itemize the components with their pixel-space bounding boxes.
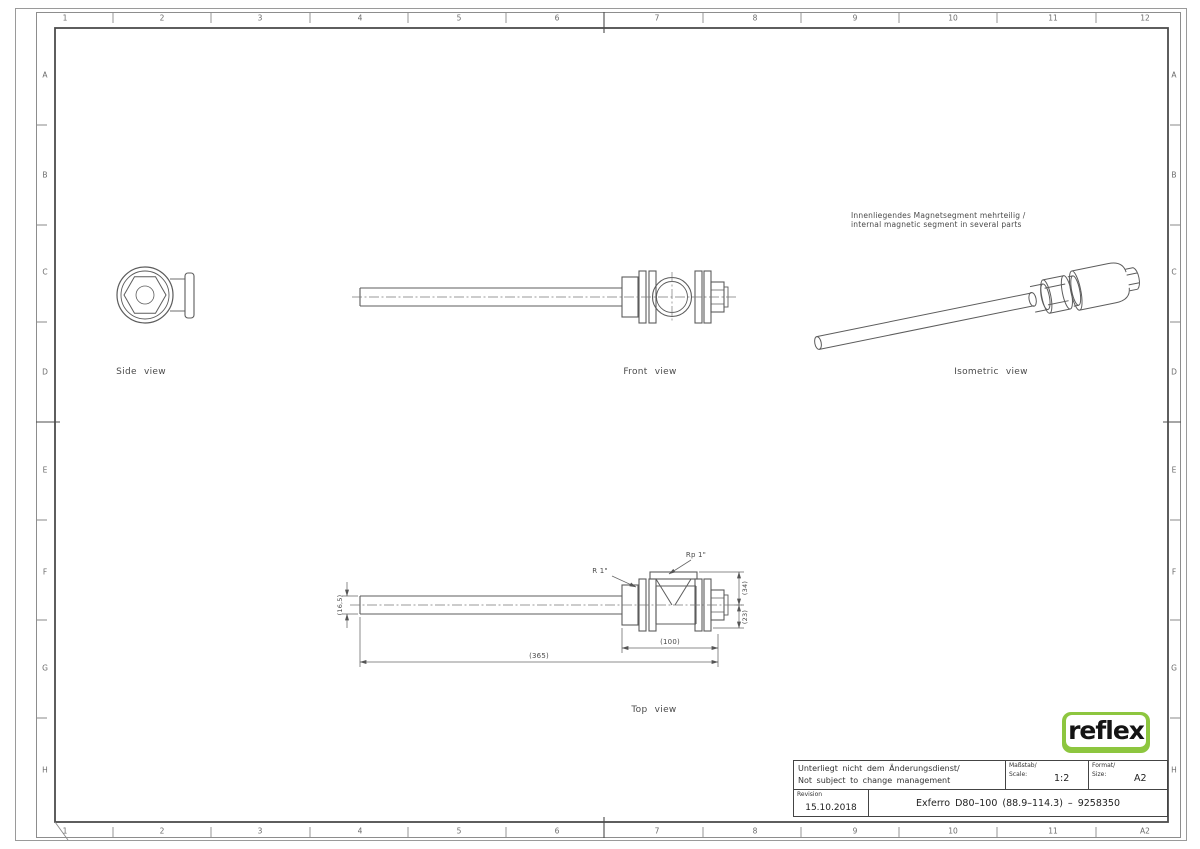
dimension-tube-diameter: (16,5) [336,594,344,616]
ruler-row-label: H [1171,765,1177,775]
view-label-front: Front view [623,367,677,377]
note-line-en: Not subject to change management [798,775,951,785]
annotation-line-de: Innenliegendes Magnetsegment mehrteilig / [851,211,1026,220]
ruler-col-label: 7 [654,826,660,836]
top-view-drawing [360,572,728,631]
reflex-logo-text: reflex [1068,715,1144,745]
ruler-col-label: 10 [948,13,958,23]
ruler-row-label: B [1171,170,1177,180]
ruler-col-label: 6 [554,826,560,836]
title-block-row-2 [794,790,1167,816]
ruler-col-label: 1 [62,826,68,836]
ruler-row-label: G [42,663,48,673]
ruler-format-label: A2 [1140,826,1150,836]
ruler-col-label: 5 [456,13,462,23]
ruler-col-label: 4 [357,826,363,836]
dimension-thread-left: R 1" [592,567,608,575]
scale-cell [1006,761,1089,789]
format-cell [1089,761,1167,789]
ruler-col-label: 9 [852,826,858,836]
view-label-isometric: Isometric view [954,367,1028,377]
view-label-top: Top view [631,705,677,715]
ruler-row-label: F [1171,567,1177,577]
sheet-frame [16,9,1187,841]
ruler-row-label: E [42,465,48,475]
ruler-col-label: 2 [159,13,165,23]
ruler-col-label: 12 [1140,13,1150,23]
ruler-col-label: 11 [1048,826,1058,836]
title-block [793,760,1168,817]
title-block-row-1 [794,761,1167,790]
revision-label: Revision [797,791,823,798]
ruler-row-label: F [42,567,48,577]
scale-label-en: Scale: [1009,770,1028,778]
format-value: A2 [1134,773,1147,784]
revision-date: 15.10.2018 [805,803,857,813]
scale-value: 1:2 [1054,773,1070,784]
format-label-de: Format/ [1092,762,1116,769]
ruler-row-label: G [1171,663,1177,673]
view-label-side: Side view [116,367,166,377]
ruler-row-label: D [42,367,48,377]
dimension-height-below: (23) [741,609,749,625]
ruler-row-label: A [42,70,48,80]
dimension-height-above: (34) [741,580,749,596]
annotation-line-en: internal magnetic segment in several parts [851,220,1022,229]
dimension-thread-top: Rp 1" [685,551,707,559]
dimension-overall-length: (365) [529,652,549,660]
ruler-col-label: 8 [752,13,758,23]
ruler-row-label: H [42,765,48,775]
ruler-col-label: 3 [257,826,263,836]
isometric-view-drawing [811,258,1143,363]
reflex-logo [1062,712,1150,753]
change-management-note [794,761,1006,789]
ruler-row-label: D [1171,367,1177,377]
reflex-logo-inner [1066,715,1146,747]
ruler-row-label: C [1171,267,1177,277]
revision-cell [794,790,869,816]
ruler-col-label: 1 [62,13,68,23]
ruler-col-label: 7 [654,13,660,23]
ruler-row-label: C [42,267,48,277]
note-line-de: Unterliegt nicht dem Änderungsdienst/ [798,764,960,773]
dimension-body-length: (100) [660,638,680,646]
ruler-col-label: 2 [159,826,165,836]
ruler-col-label: 4 [357,13,363,23]
ruler-row-label: A [1171,70,1177,80]
scale-label-de: Maßstab/ [1009,762,1037,769]
ruler-col-label: 8 [752,826,758,836]
ruler-col-label: 6 [554,13,560,23]
ruler-col-label: 11 [1048,13,1058,23]
format-label-en: Size: [1092,770,1107,778]
ruler-col-label: 3 [257,13,263,23]
ruler-col-label: 5 [456,826,462,836]
ruler-row-label: B [42,170,48,180]
ruler-row-label: E [1171,465,1177,475]
drawing-title: Exferro D80–100 (88.9–114.3) – 9258350 [916,797,1120,809]
side-view-drawing [117,267,194,323]
ruler-col-label: 10 [948,826,958,836]
ruler-col-label: 9 [852,13,858,23]
